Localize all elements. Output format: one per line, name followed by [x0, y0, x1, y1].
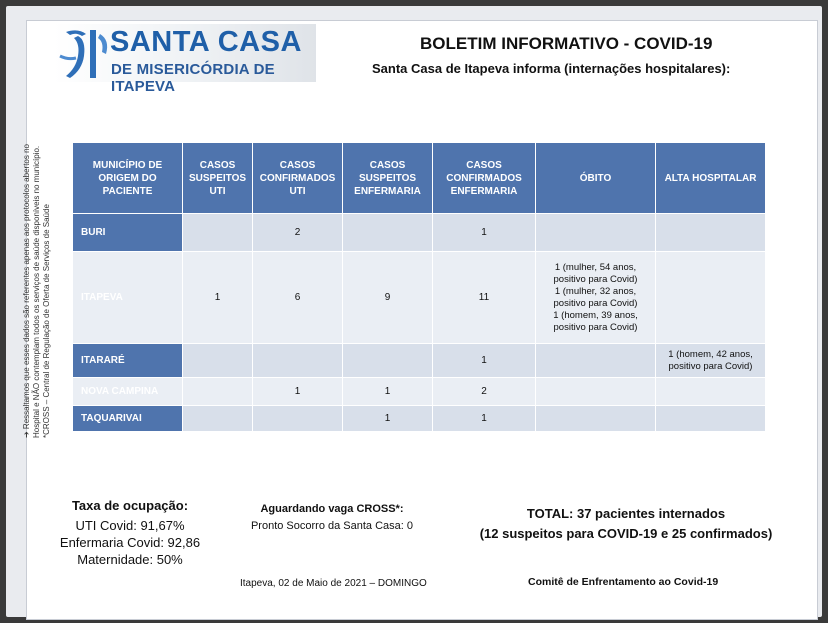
table-row: [73, 252, 766, 344]
side-note-line-3: *CROSS – Central de Regulação de Oferta de Serviços de Saúde: [42, 204, 51, 438]
cell-alta: [656, 406, 766, 432]
cell-municipio: NOVA CAMPINA: [73, 378, 183, 406]
cell-alta: [656, 214, 766, 252]
occupancy-rate: [50, 498, 210, 568]
cell-susp-uti: [183, 344, 253, 378]
cell-alta: [656, 344, 766, 378]
cell-conf-enf: 1: [433, 406, 536, 432]
cell-alta: [656, 378, 766, 406]
cell-municipio: BURI: [73, 214, 183, 252]
cell-conf-uti: 2: [253, 214, 343, 252]
header-alta: ALTA HOSPITALAR: [656, 143, 766, 214]
cell-conf-uti: [253, 406, 343, 432]
table-row: [73, 344, 766, 378]
cell-susp-uti: [183, 214, 253, 252]
table-row: [73, 378, 766, 406]
obito-note-line: positivo para Covid): [553, 297, 638, 309]
hospitalization-table: [72, 142, 766, 432]
cell-conf-enf: 1: [433, 214, 536, 252]
table-header-row: [73, 143, 766, 214]
cell-municipio: ITARARÉ: [73, 344, 183, 378]
total-summary: [468, 506, 784, 541]
santa-casa-logo: [54, 24, 316, 95]
cell-municipio: ITAPEVA: [73, 252, 183, 344]
side-note-line-1: ➔ Ressaltamos que esses dados são referentes apenas aos protocolos abertos no: [22, 144, 31, 438]
obito-note-line: 1 (mulher, 54 anos,: [554, 261, 637, 273]
obito-note-line: 1 (homem, 39 anos,: [553, 309, 638, 321]
occupancy-uti: UTI Covid: 91,67%: [75, 518, 185, 533]
cross-title: Aguardando vaga CROSS*:: [260, 503, 404, 515]
logo-title: SANTA CASA: [110, 26, 302, 58]
cell-susp-uti: [183, 378, 253, 406]
header-confirmados-uti: CASOS CONFIRMADOS UTI: [253, 143, 343, 214]
side-note-line-2: Hospital e NÃO contemplam todos os serviços de saúde disponíveis no município.: [32, 145, 41, 438]
alta-note-line: 1 (homem, 42 anos,: [668, 348, 753, 360]
header-confirmados-enfermaria: CASOS CONFIRMADOS ENFERMARIA: [433, 143, 536, 214]
cell-conf-uti: [253, 344, 343, 378]
total-line-2: (12 suspeitos para COVID-19 e 25 confirmados): [479, 526, 773, 541]
report-date: Itapeva, 02 de Maio de 2021 – DOMINGO: [240, 578, 427, 589]
cell-alta: [656, 252, 766, 344]
cell-susp-enf: 9: [343, 252, 433, 344]
cell-conf-uti: 1: [253, 378, 343, 406]
cell-conf-enf: 1: [433, 344, 536, 378]
alta-note-line: positivo para Covid): [668, 360, 753, 372]
cell-obito: [536, 344, 656, 378]
cell-municipio: TAQUARIVAI: [73, 406, 183, 432]
obito-note-line: positivo para Covid): [553, 321, 638, 333]
header-obito: ÓBITO: [536, 143, 656, 214]
cross-value: Pronto Socorro da Santa Casa: 0: [250, 520, 414, 532]
cell-conf-uti: 6: [253, 252, 343, 344]
cell-obito: [536, 252, 656, 344]
occupancy-enfermaria: Enfermaria Covid: 92,86: [59, 535, 201, 550]
side-note: [22, 126, 52, 438]
table-row: [73, 406, 766, 432]
cell-obito: [536, 214, 656, 252]
header-suspeitos-enfermaria: CASOS SUSPEITOS ENFERMARIA: [343, 143, 433, 214]
cell-susp-enf: 1: [343, 406, 433, 432]
obito-note-line: 1 (mulher, 32 anos,: [554, 285, 637, 297]
occupancy-title: Taxa de ocupação:: [71, 498, 189, 513]
cell-conf-enf: 2: [433, 378, 536, 406]
cell-susp-uti: 1: [183, 252, 253, 344]
total-line-1: TOTAL: 37 pacientes internados: [526, 506, 726, 521]
occupancy-maternidade: Maternidade: 50%: [77, 552, 183, 567]
cell-susp-uti: [183, 406, 253, 432]
obito-note-line: positivo para Covid): [553, 273, 638, 285]
cell-susp-enf: [343, 344, 433, 378]
cell-susp-enf: [343, 214, 433, 252]
cell-conf-enf: 11: [433, 252, 536, 344]
hospital-emblem-icon: [56, 26, 116, 82]
header-suspeitos-uti: CASOS SUSPEITOS UTI: [183, 143, 253, 214]
cell-obito: [536, 378, 656, 406]
cell-susp-enf: 1: [343, 378, 433, 406]
bulletin-title: BOLETIM INFORMATIVO - COVID-19: [420, 34, 713, 53]
cross-waiting: [240, 503, 424, 532]
header-municipio: MUNICÍPIO DE ORIGEM DO PACIENTE: [73, 143, 183, 214]
bulletin-subtitle: Santa Casa de Itapeva informa (internações hospitalares):: [372, 61, 731, 76]
cell-obito: [536, 406, 656, 432]
table-row: [73, 214, 766, 252]
logo-subtitle: DE MISERICÓRDIA DE ITAPEVA: [111, 61, 275, 95]
committee-name: Comitê de Enfrentamento ao Covid-19: [528, 576, 719, 588]
